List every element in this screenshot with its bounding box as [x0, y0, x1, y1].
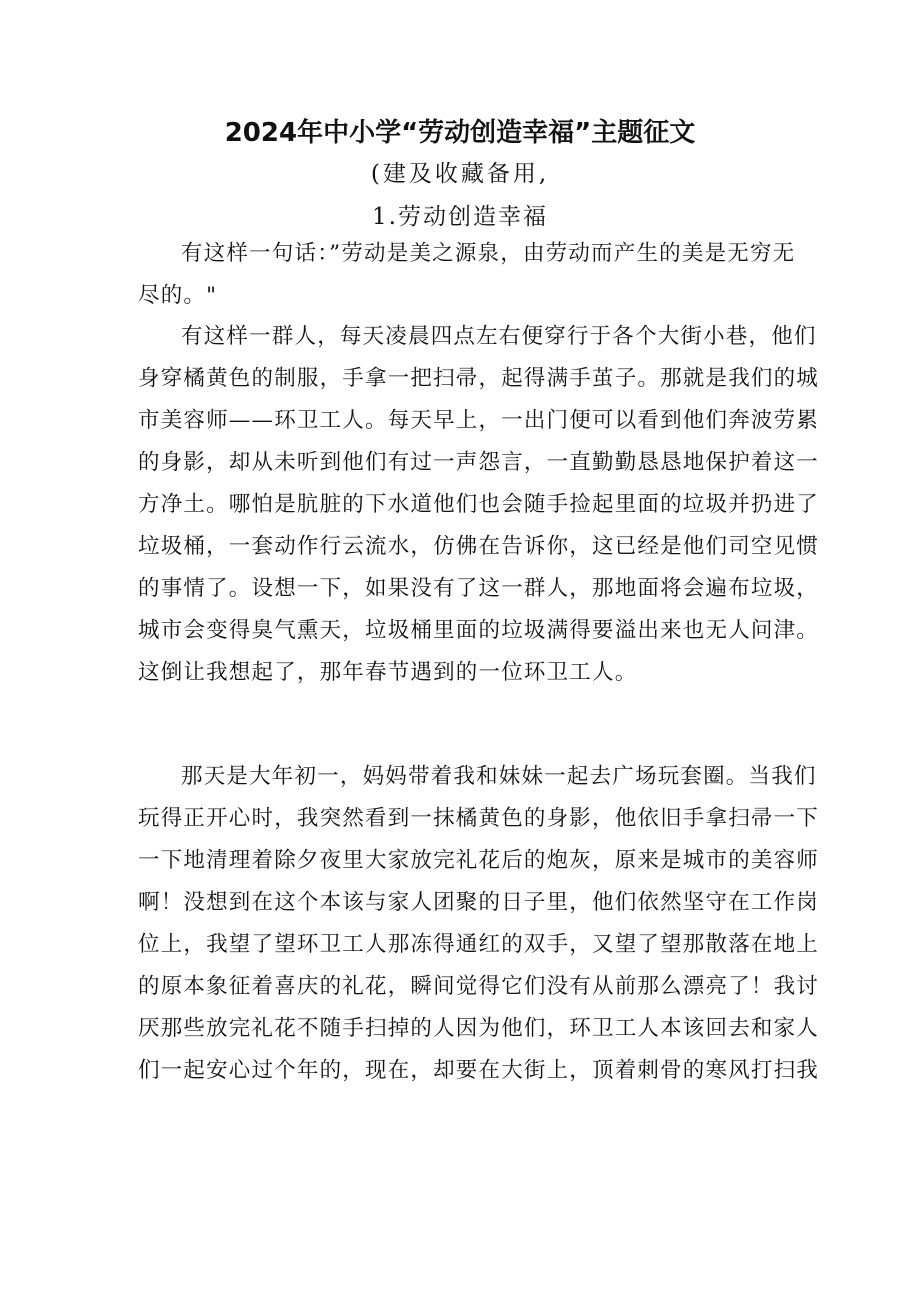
paragraph-line: 一下地清理着除夕夜里大家放完礼花后的炮灰，原来是城市的美容师	[138, 848, 820, 873]
paragraph	[138, 223, 796, 317]
paragraph-line: 这倒让我想起了，那年春节遇到的一位环卫工人。	[138, 660, 638, 685]
paragraph-line: 的身影，却从未听到他们有过一声怨言，一直勤勤恳恳地保护着这一	[138, 450, 820, 475]
paragraph-line: 市美容师——环卫工人。每天早上，一出门便可以看到他们奔波劳累	[138, 408, 820, 433]
paragraph-line: 位上，我望了望环卫工人那冻得通红的双手，又望了望那散落在地上	[138, 932, 820, 957]
paragraph-line: 城市会变得臭气熏天，垃圾桶里面的垃圾满得要溢出来也无人问津。	[138, 618, 820, 643]
paragraph-line: 垃圾桶，一套动作行云流水，仿佛在告诉你，这已经是他们司空见惯	[138, 534, 820, 559]
paragraph-line: 啊！没想到在这个本该与家人团聚的日子里，他们依然坚守在工作岗	[138, 890, 820, 915]
paragraph-line: 们一起安心过个年的，现在，却要在大街上，顶着刺骨的寒风打扫我	[138, 1058, 820, 1083]
paragraph-line: 身穿橘黄色的制服，手拿一把扫帚，起得满手茧子。那就是我们的城	[138, 366, 820, 391]
paragraph-line: 有这样一句话：”劳动是美之源泉，由劳动而产生的美是无穷无	[181, 241, 796, 266]
paragraph	[138, 306, 820, 694]
paragraph-line: 那天是大年初一，妈妈带着我和妹妹一起去广场玩套圈。当我们	[181, 764, 817, 789]
paragraph-line: 有这样一群人，每天凌晨四点左右便穿行于各个大街小巷，他们	[181, 324, 817, 349]
paragraph-line: 的事情了。设想一下，如果没有了这一群人，那地面将会遍布垃圾，	[138, 576, 820, 601]
paragraph-line: 尽的。"	[138, 283, 218, 308]
section-heading: 1.劳动创造幸福	[372, 204, 548, 230]
paragraph-line: 的原本象征着喜庆的礼花，瞬间觉得它们没有从前那么漂亮了！我讨	[138, 974, 820, 999]
document-subtitle: (建及收藏备用,	[370, 161, 550, 187]
document-title: 2024年中小学“劳动创造幸福”主题征文	[224, 118, 696, 148]
paragraph-line: 玩得正开心时，我突然看到一抹橘黄色的身影，他依旧手拿扫帚一下	[138, 806, 820, 831]
paragraph-line: 方净土。哪怕是肮脏的下水道他们也会随手捡起里面的垃圾并扔进了	[138, 492, 820, 517]
paragraph-line: 厌那些放完礼花不随手扫掉的人因为他们，环卫工人本该回去和家人	[138, 1016, 820, 1041]
paragraph	[138, 746, 820, 1092]
